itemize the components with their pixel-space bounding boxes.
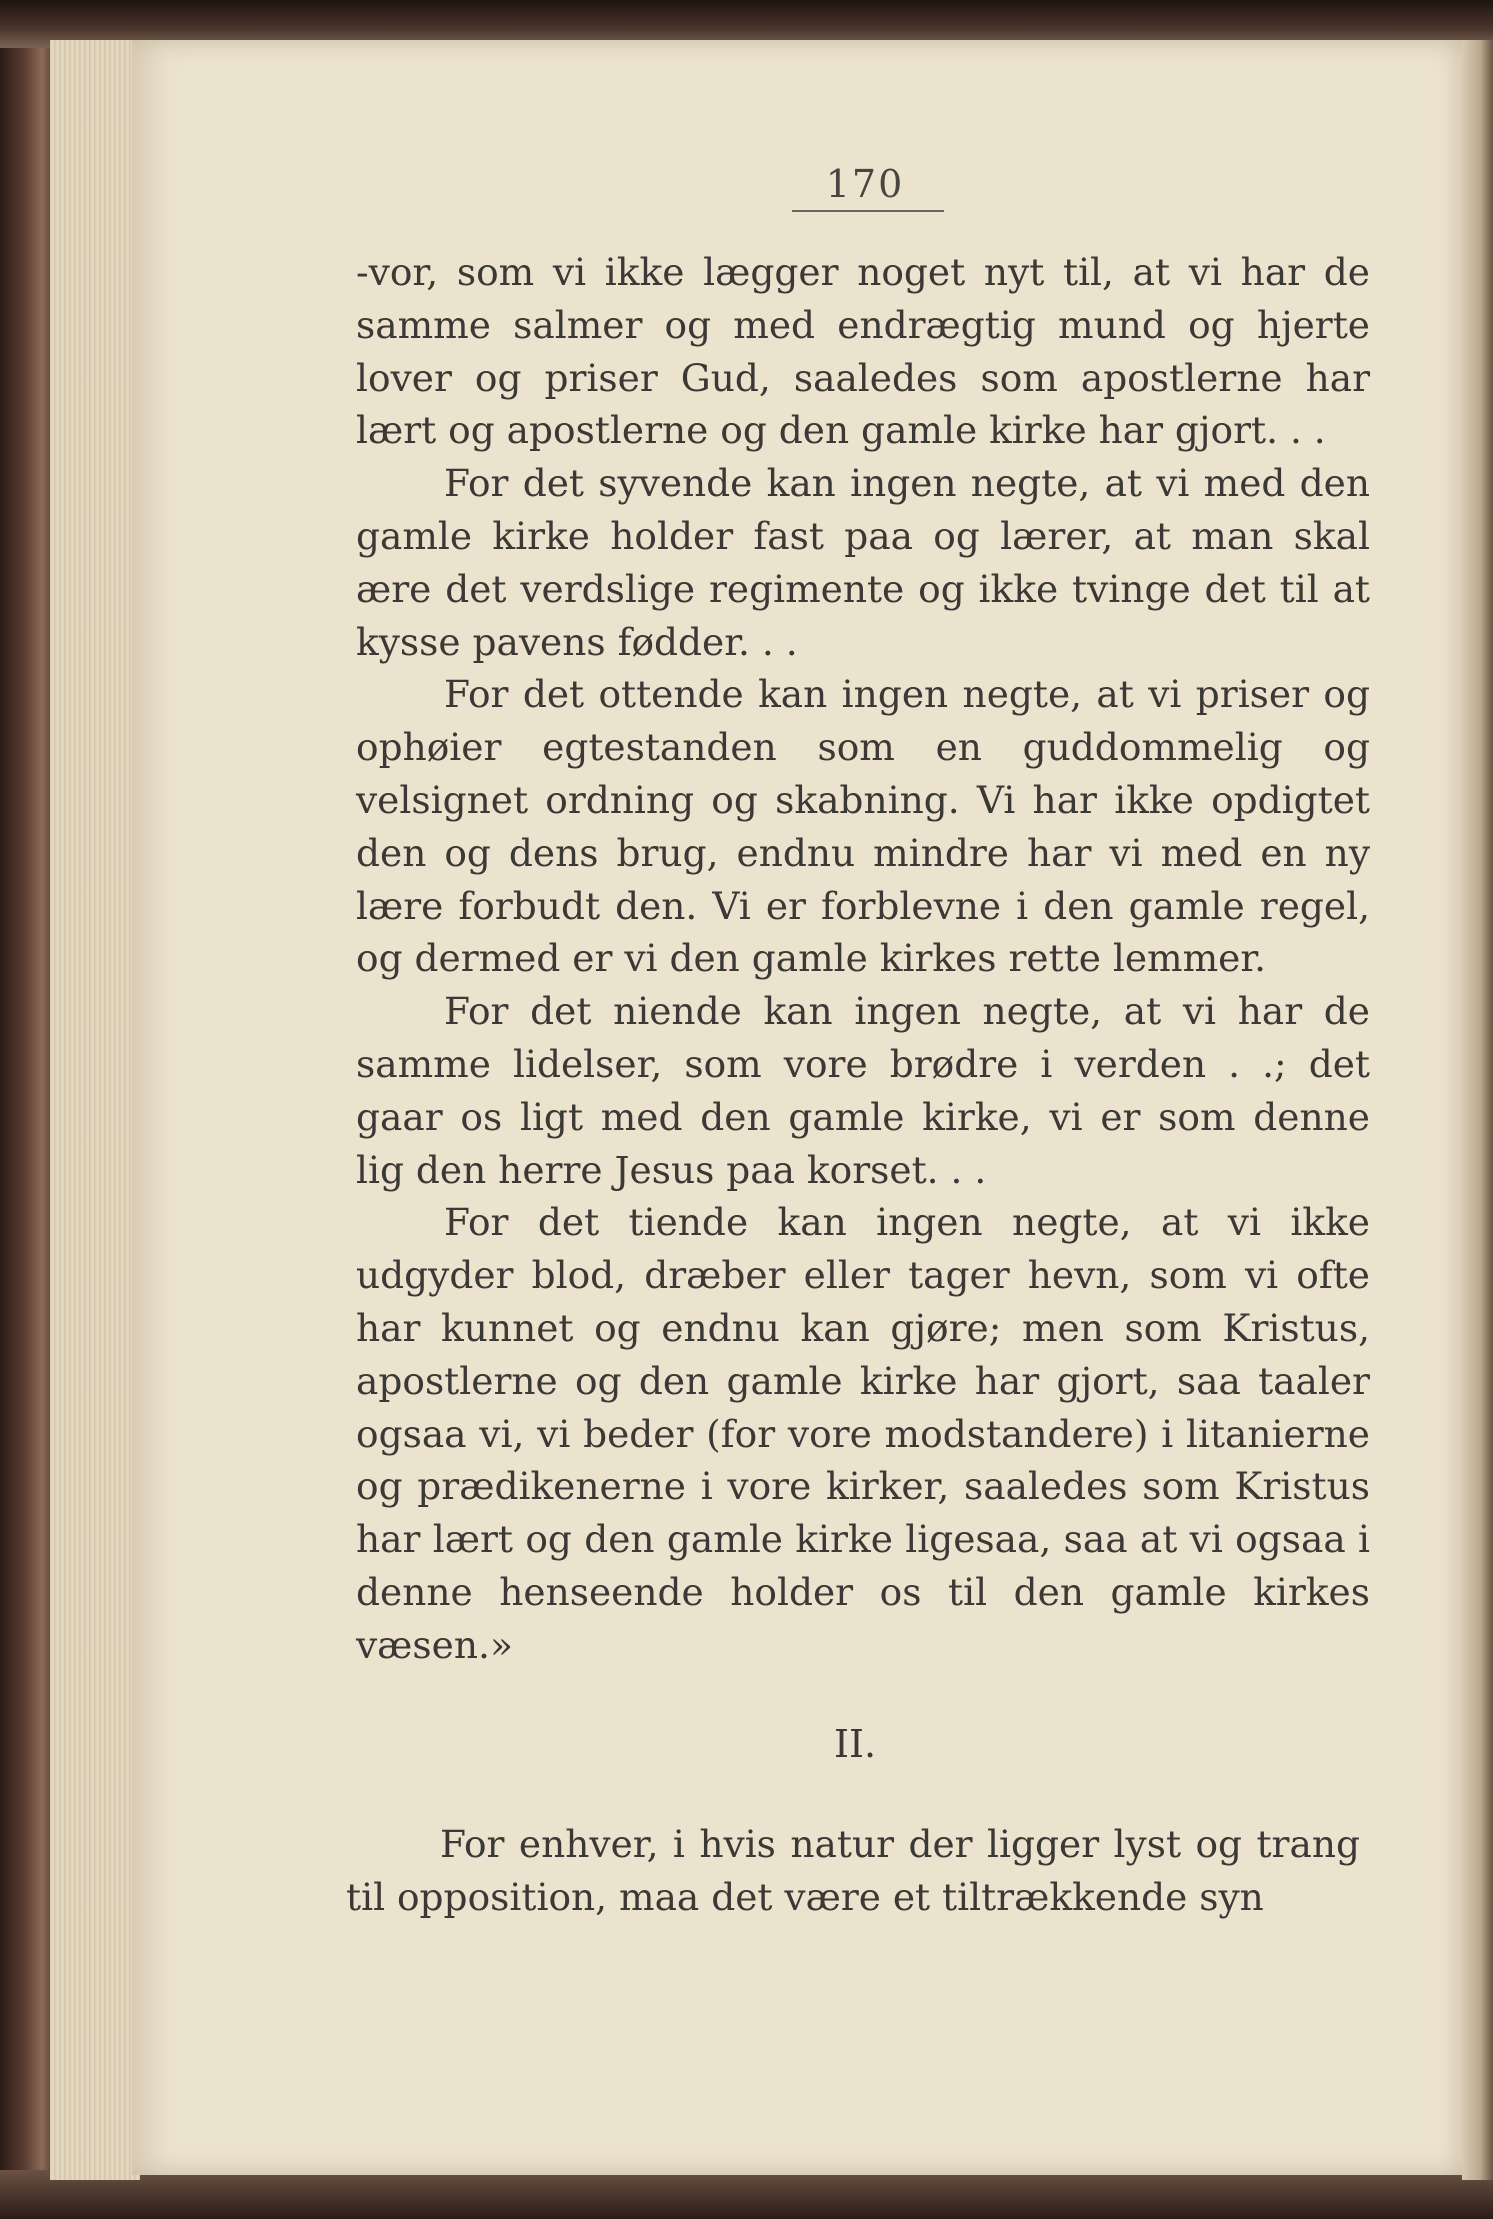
paragraph: For det tiende kan ingen negte, at vi ikke udgyder blod, dræber eller tager hevn, som vi ofte har kunnet og endnu kan gjøre; men som Kristus, apostlerne og den gamle kirke har gjort, saa taaler ogsaa vi, vi beder (for vore modstandere) i litanierne og prædikenerne i vore kirker, saaledes som Kristus har lært og den gamle kirke ligesaa, saa at vi ogsaa i denne henseende holder os til den gamle kirkes væsen.» — [356, 1200, 1370, 1667]
section-paragraph: For enhver, i hvis natur der ligger lyst og trang til opposition, maa det være et tiltrækkende syn — [346, 1822, 1360, 1919]
page-right-edge — [1462, 40, 1493, 2180]
section-heading: II. — [833, 1722, 877, 1766]
paragraph: For det niende kan ingen negte, at vi har de samme lidelser, som vore brødre i verden . .; det gaar os ligt med den gamle kirke, vi er som denne lig den herre Jesus paa korset. . . — [356, 989, 1370, 1192]
page-stack-edge — [50, 40, 140, 2180]
page-number-rule — [792, 210, 944, 212]
paragraph: For det ottende kan ingen negte, at vi priser og ophøier egtestanden som en guddommelig og velsignet ordning og skabning. Vi har ikke opdigtet den og dens brug, endnu mindre har vi med en ny lære forbudt den. Vi er forblevne i den gamle regel, og dermed er vi den gamle kirkes rette lemmer. — [356, 672, 1370, 981]
page-number: 170 — [825, 162, 905, 206]
book-binding-bottom — [0, 2170, 1493, 2219]
body-text — [356, 246, 1370, 1672]
paragraph: -vor, som vi ikke lægger noget nyt til, at vi har de samme salmer og med endrægtig mund og hjerte lover og priser Gud, saaledes som apostlerne har lært og apostlerne og den gamle kirke har gjort. . . — [356, 250, 1370, 453]
paragraph: For det syvende kan ingen negte, at vi med den gamle kirke holder fast paa og lærer, at man skal ære det verdslige regimente og ikke tvinge det til at kysse pavens fødder. . . — [356, 461, 1370, 664]
